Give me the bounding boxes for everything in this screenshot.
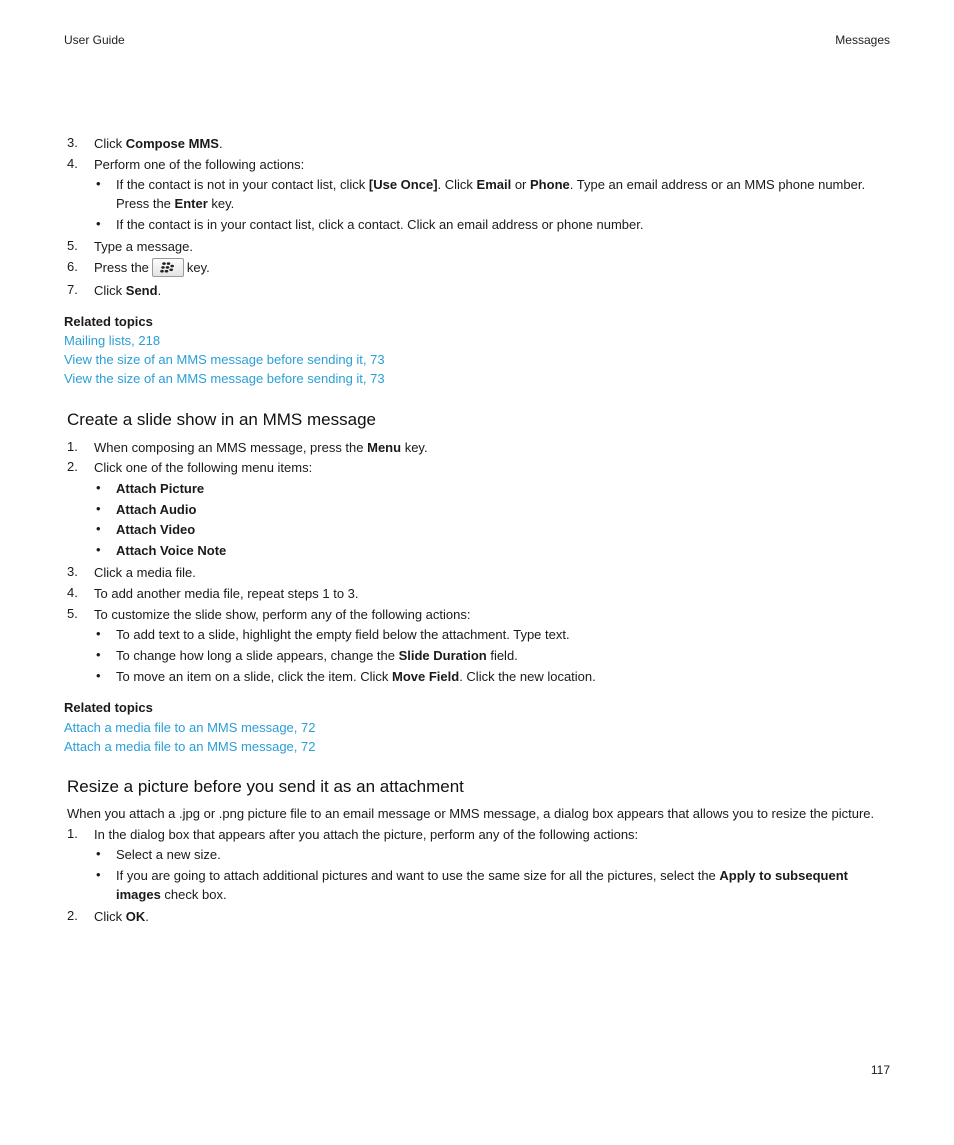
bullet-text: Select a new size. <box>116 847 221 862</box>
step-text: When composing an MMS message, press the Menu key. <box>94 440 428 455</box>
bullet: • <box>96 542 101 557</box>
step-number: 4. <box>67 156 78 171</box>
bullet-text: If you are going to attach additional pictures and want to use the same size for all the pictures, select the Apply to subsequent <box>116 868 848 883</box>
section-heading: Create a slide show in an MMS message <box>67 410 376 429</box>
menu-item-label: Attach Voice Note <box>116 543 227 558</box>
bullet: • <box>96 216 101 231</box>
step-text: Perform one of the following actions: <box>94 157 305 172</box>
bullet: • <box>96 846 101 861</box>
step-text: Click a media file. <box>94 565 196 580</box>
related-topic-link[interactable]: Attach a media file to an MMS message, 72 <box>64 739 316 754</box>
step-text: Click OK. <box>94 909 149 924</box>
step-number: 2. <box>67 459 78 474</box>
step-text: Type a message. <box>94 239 193 254</box>
page-number: 117 <box>870 1063 890 1077</box>
bullet-text-continued: images check box. <box>116 887 227 902</box>
bullet-text: To add text to a slide, highlight the empty field below the attachment. Type text. <box>116 627 570 642</box>
related-topic-link[interactable]: View the size of an MMS message before sending it, 73 <box>64 352 385 367</box>
step-number: 5. <box>67 238 78 253</box>
related-topic-link[interactable]: Mailing lists, 218 <box>64 333 161 348</box>
step-number: 2. <box>67 908 78 923</box>
related-topic-link[interactable]: Attach a media file to an MMS message, 72 <box>64 720 316 735</box>
blackberry-menu-key-icon <box>152 258 184 277</box>
menu-item-label: Attach Audio <box>116 502 197 517</box>
step-number: 3. <box>67 135 78 150</box>
bullet-text: To change how long a slide appears, change the Slide Duration field. <box>116 648 518 663</box>
bullet: • <box>96 668 101 683</box>
step-number: 1. <box>67 826 78 841</box>
menu-item-label: Attach Video <box>116 522 196 537</box>
bullet: • <box>96 867 101 882</box>
step-text: Click Compose MMS. <box>94 136 223 151</box>
related-topics-heading: Related topics <box>64 700 153 715</box>
intro-paragraph: When you attach a .jpg or .png picture file to an email message or MMS message, a dialog box appears that allows you to resize the picture. <box>67 806 875 821</box>
step-text: To add another media file, repeat steps 1 to 3. <box>94 586 359 601</box>
bullet: • <box>96 480 101 495</box>
related-topics-heading: Related topics <box>64 314 153 329</box>
step-text: In the dialog box that appears after you attach the picture, perform any of the following actions: <box>94 827 639 842</box>
step-number: 3. <box>67 564 78 579</box>
bullet: • <box>96 501 101 516</box>
bullet-text: If the contact is not in your contact list, click [Use Once]. Click Email or Phone. Type an email address or an MMS phone number. <box>116 177 866 192</box>
step-number: 6. <box>67 259 78 274</box>
step-number: 5. <box>67 606 78 621</box>
step-number: 7. <box>67 282 78 297</box>
bullet: • <box>96 176 101 191</box>
bullet: • <box>96 626 101 641</box>
step-number: 1. <box>67 439 78 454</box>
bullet: • <box>96 521 101 536</box>
step-number: 4. <box>67 585 78 600</box>
step-text: Click one of the following menu items: <box>94 460 313 475</box>
bullet-text: To move an item on a slide, click the item. Click Move Field. Click the new location. <box>116 669 596 684</box>
bullet: • <box>96 647 101 662</box>
step-text: Click Send. <box>94 283 162 298</box>
bullet-text: If the contact is in your contact list, click a contact. Click an email address or phone number. <box>116 217 644 232</box>
bullet-text-continued: Press the Enter key. <box>116 196 235 211</box>
running-header-right: Messages <box>835 33 890 47</box>
step-text: Press the key. <box>94 259 210 278</box>
related-topic-link[interactable]: View the size of an MMS message before sending it, 73 <box>64 371 385 386</box>
section-heading: Resize a picture before you send it as an attachment <box>67 777 464 796</box>
step-text: To customize the slide show, perform any of the following actions: <box>94 607 471 622</box>
running-header-left: User Guide <box>64 33 125 47</box>
menu-item-label: Attach Picture <box>116 481 205 496</box>
